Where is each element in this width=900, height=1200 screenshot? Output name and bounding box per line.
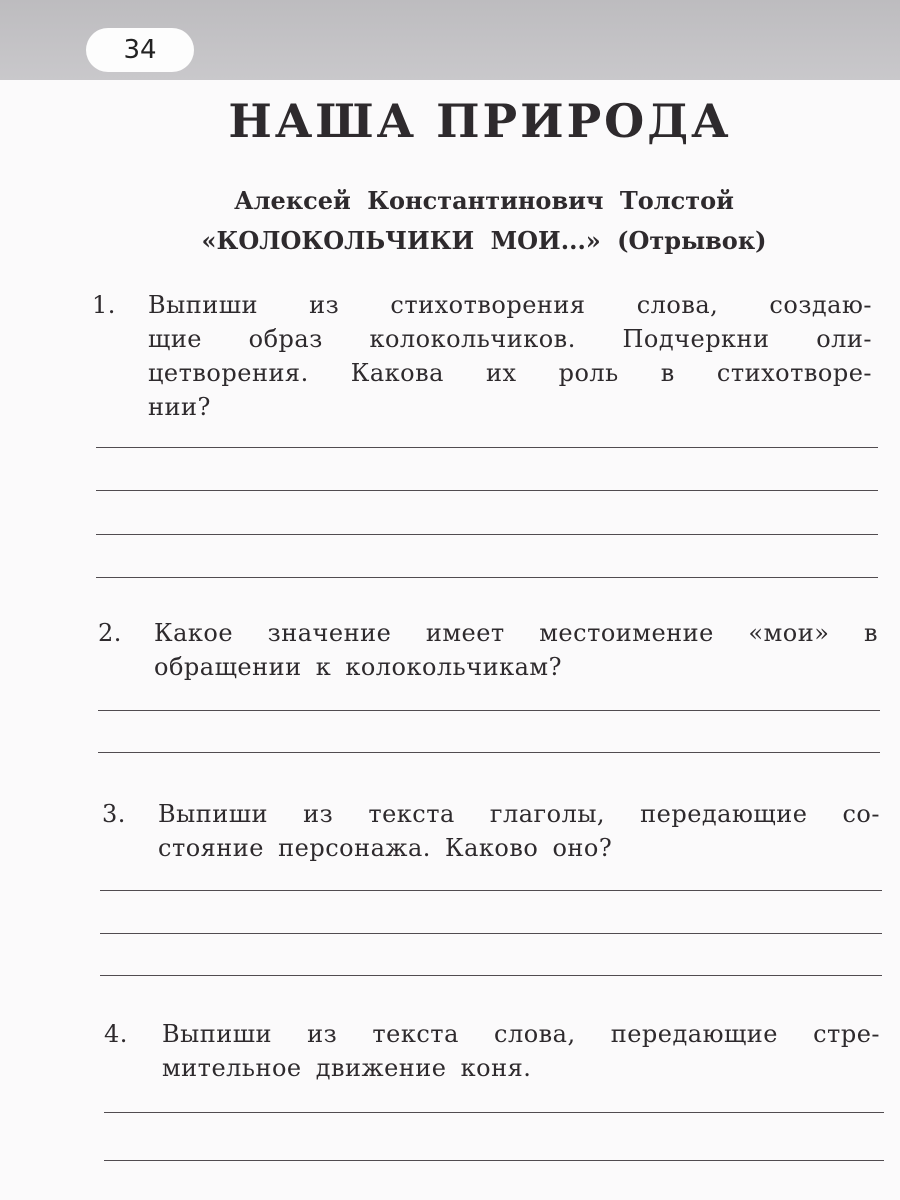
answer-line[interactable] xyxy=(96,534,878,535)
question-text-line: обращении к колокольчикам? xyxy=(154,653,562,681)
question-number: 3. xyxy=(102,800,126,828)
answer-line[interactable] xyxy=(98,752,880,753)
question-number: 2. xyxy=(98,619,122,647)
page-number: 34 xyxy=(86,28,194,72)
answer-line[interactable] xyxy=(104,1160,884,1161)
answer-line[interactable] xyxy=(96,577,878,578)
section-title: НАША ПРИРОДА xyxy=(228,94,732,148)
question-1 xyxy=(92,288,872,424)
question-text-line: Какое значение имеет местоимение «мои» в xyxy=(154,619,878,647)
question-text-line: Выпиши из стихотворения слова, создаю- xyxy=(148,291,872,319)
answer-line[interactable] xyxy=(96,490,878,491)
question-3 xyxy=(102,797,880,865)
answer-line[interactable] xyxy=(96,447,878,448)
answer-line[interactable] xyxy=(98,710,880,711)
answer-line[interactable] xyxy=(100,933,882,934)
question-text-line: Выпиши из текста слова, передающие стре- xyxy=(162,1020,880,1048)
work-title: «КОЛОКОЛЬЧИКИ МОИ...» (Отрывок) xyxy=(201,226,767,255)
author-name: Алексей Константинович Толстой xyxy=(234,186,734,215)
question-text-line: щие образ колокольчиков. Подчеркни оли- xyxy=(148,325,872,353)
question-text-line: Выпиши из текста глаголы, передающие со- xyxy=(158,800,880,828)
question-text-line: цетворения. Какова их роль в стихотворе- xyxy=(148,359,872,387)
question-text-line: мительное движение коня. xyxy=(162,1054,532,1082)
question-2 xyxy=(98,616,878,684)
answer-line[interactable] xyxy=(100,890,882,891)
question-4 xyxy=(104,1017,880,1085)
question-number: 4. xyxy=(104,1020,128,1048)
answer-line[interactable] xyxy=(100,975,882,976)
question-number: 1. xyxy=(92,291,116,319)
question-text-line: стояние персонажа. Каково оно? xyxy=(158,834,613,862)
answer-line[interactable] xyxy=(104,1112,884,1113)
question-text-line: нии? xyxy=(148,393,211,421)
